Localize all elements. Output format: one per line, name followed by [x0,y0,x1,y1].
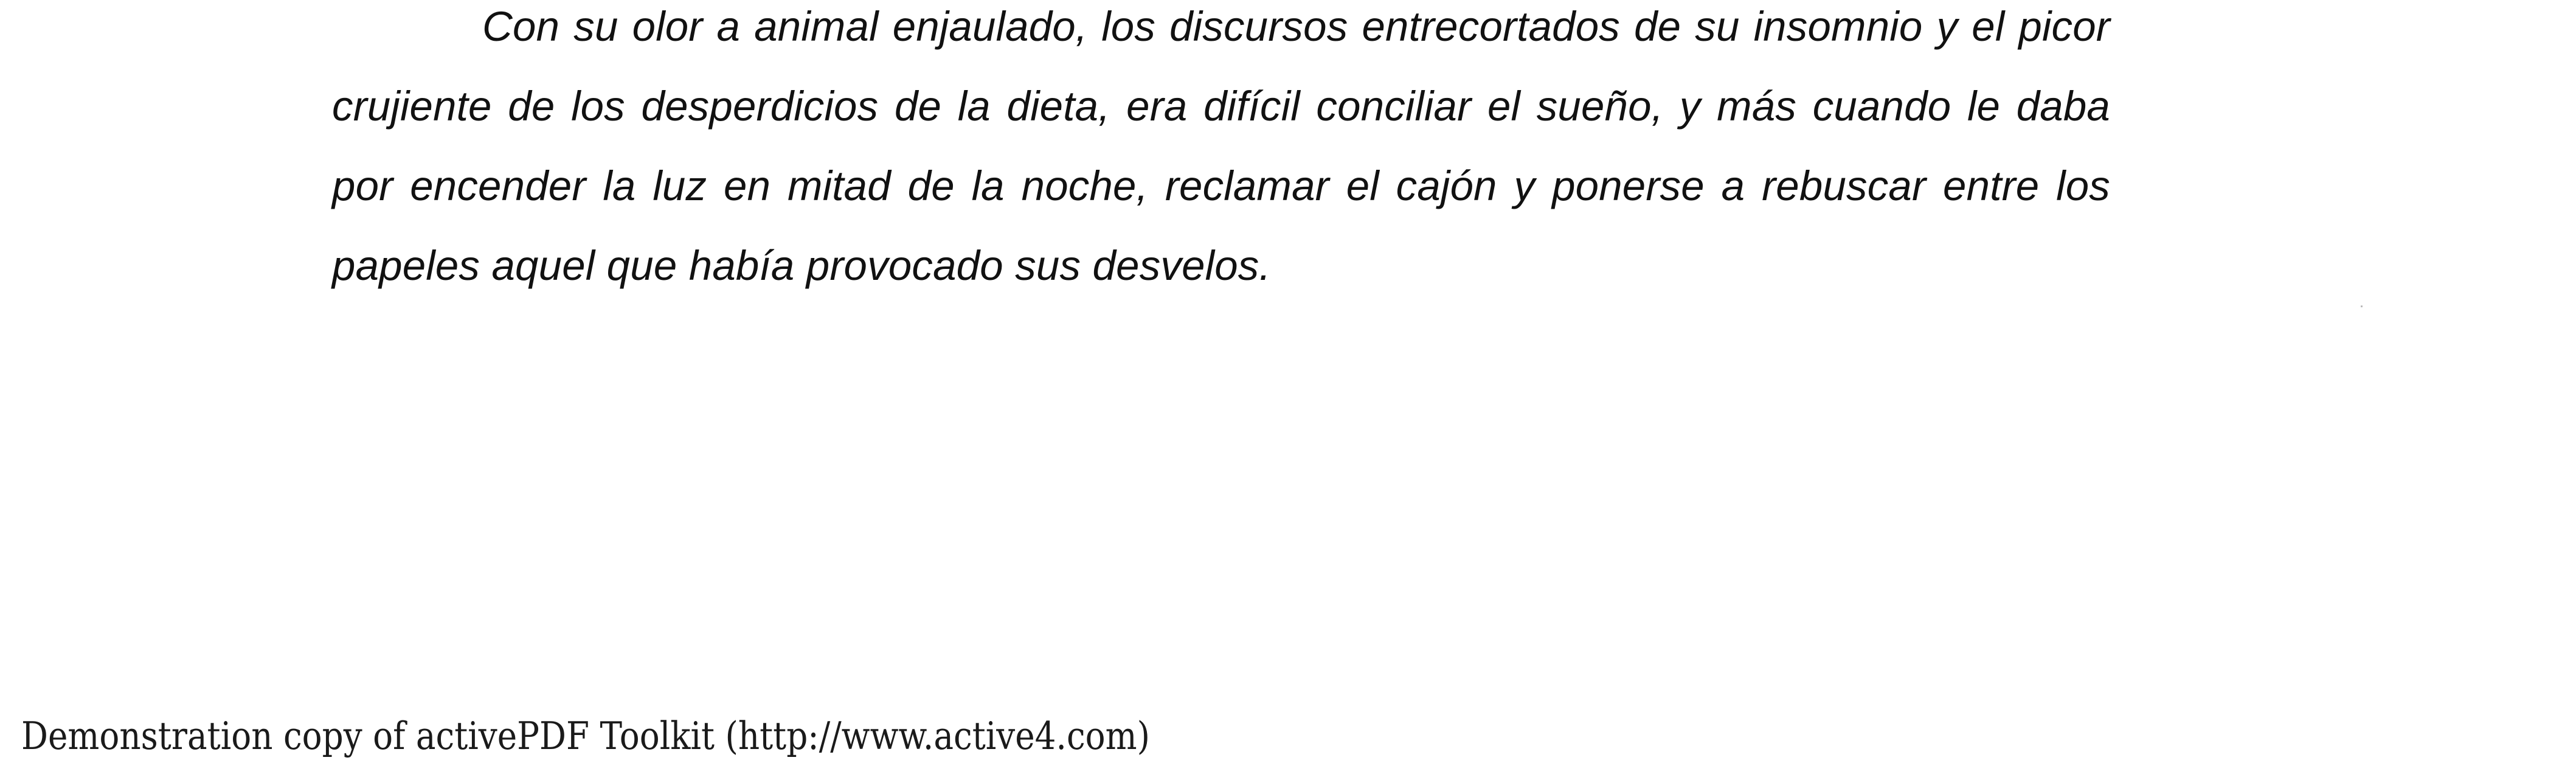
scan-speck [2361,305,2363,307]
demo-watermark: Demonstration copy of activePDF Toolkit (http://www.active4.com) [21,714,1151,758]
body-paragraph: Con su olor a animal enjaulado, los discursos entrecortados de su insomnio y el picor crujiente de los desperdicios de la dieta, era difícil conciliar el sueño, y más cuando le daba por encender la luz en mitad de la noche, reclamar el cajón y ponerse a rebuscar entre los papeles aquel que había provocado sus desvelos. [332,3,2110,289]
